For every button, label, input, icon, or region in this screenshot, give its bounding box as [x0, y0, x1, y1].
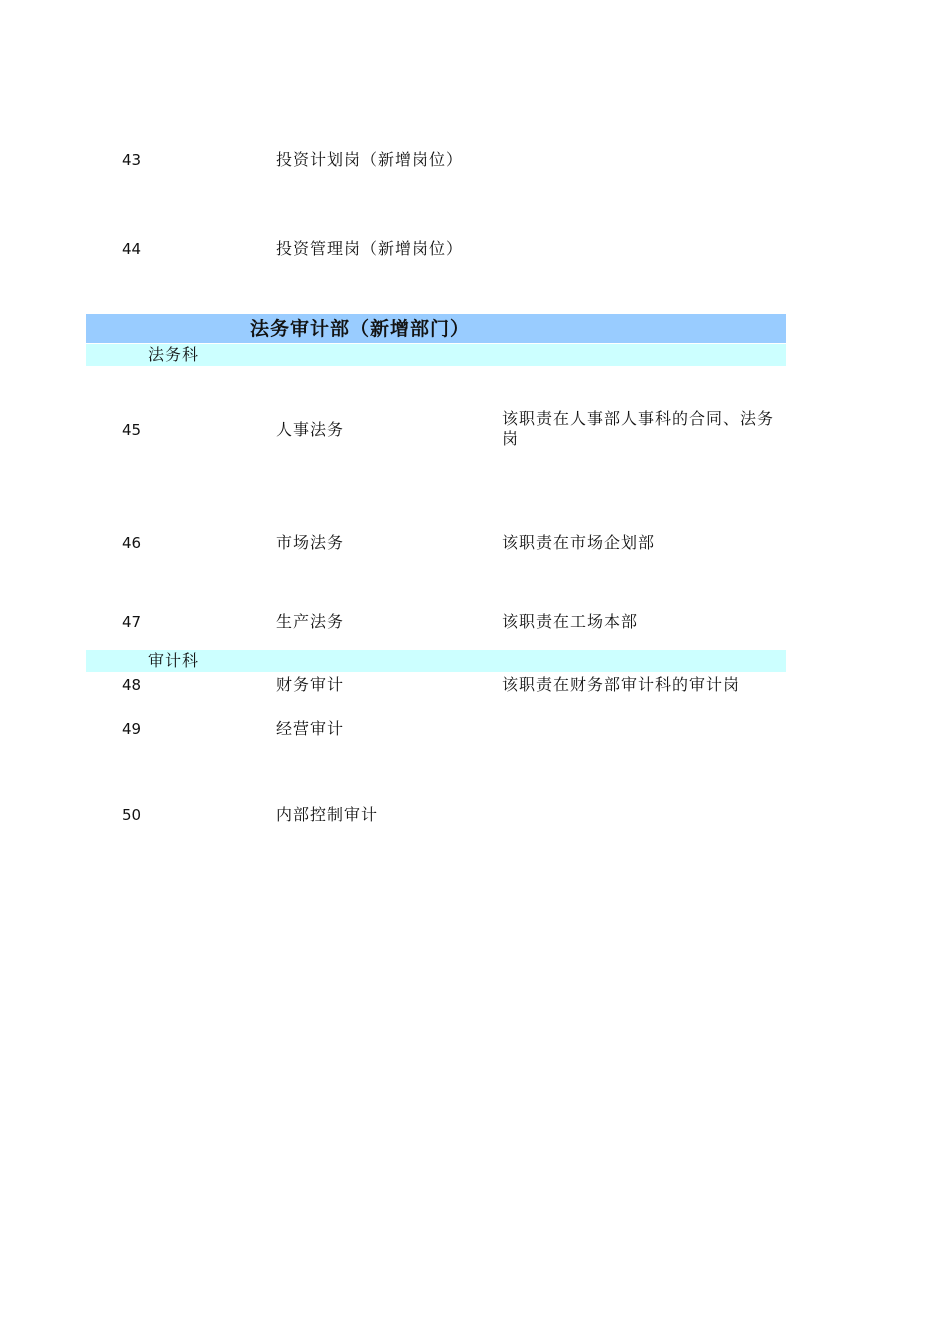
row-number: 45	[122, 421, 142, 439]
row-number: 50	[122, 806, 142, 824]
section-label-audit: 审计科	[148, 651, 200, 670]
row-number: 48	[122, 676, 142, 694]
post-name: 经营审计	[276, 719, 345, 738]
post-name: 人事法务	[276, 420, 345, 439]
row-number: 49	[122, 720, 142, 738]
row-number: 46	[122, 534, 142, 552]
row-number: 43	[122, 151, 142, 169]
department-title: 法务审计部（新增部门）	[250, 318, 471, 340]
post-name: 生产法务	[276, 612, 345, 631]
post-name: 内部控制审计	[276, 805, 379, 824]
post-name: 投资计划岗（新增岗位）	[276, 150, 464, 169]
row-number: 47	[122, 613, 142, 631]
post-note: 该职责在市场企划部	[502, 533, 656, 552]
post-note: 该职责在人事部人事科的合同、法务岗	[502, 409, 775, 448]
post-name: 投资管理岗（新增岗位）	[276, 239, 464, 258]
section-label-legal: 法务科	[148, 345, 200, 364]
post-name: 财务审计	[276, 675, 345, 694]
post-note: 该职责在工场本部	[502, 612, 639, 631]
post-name: 市场法务	[276, 533, 345, 552]
row-number: 44	[122, 240, 142, 258]
post-note: 该职责在财务部审计科的审计岗	[502, 675, 741, 694]
